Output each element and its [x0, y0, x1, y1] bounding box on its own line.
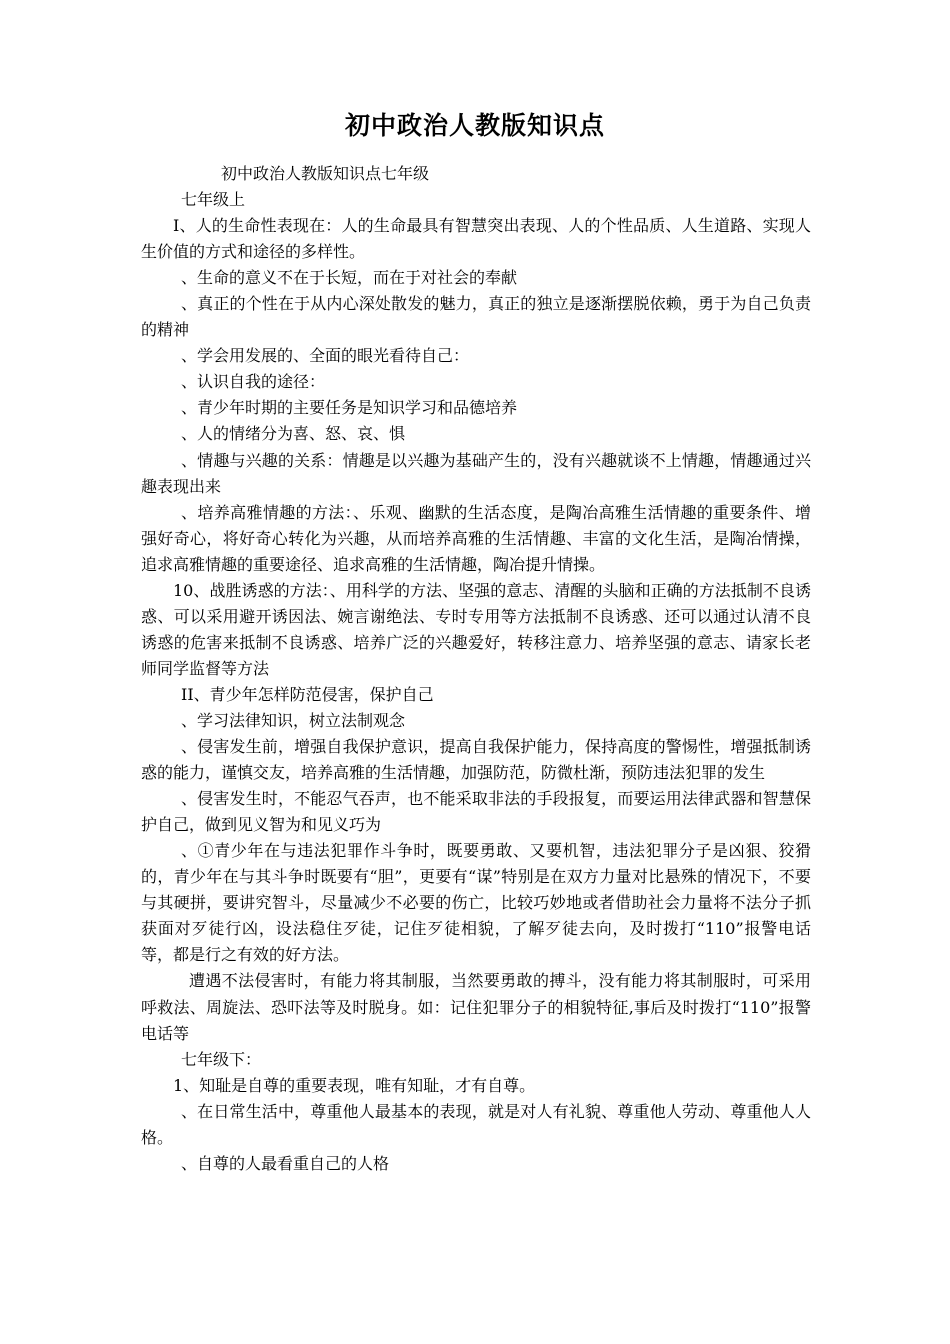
paragraph: 、培养高雅情趣的方法：、乐观、幽默的生活态度，是陶冶高雅生活情趣的重要条件、增强好奇心，将好奇心转化为兴趣，从而培养高雅的生活情趣、丰富的文化生活，是陶冶情操，追求高雅情趣的重要途径、追求高雅的生活情趣，陶冶提升情操。 [141, 502, 811, 574]
paragraph: 、青少年时期的主要任务是知识学习和品德培养 [181, 398, 518, 418]
paragraph: 、学会用发展的、全面的眼光看待自己： [181, 346, 470, 366]
paragraph: 1、知耻是自尊的重要表现，唯有知耻，才有自尊。 [173, 1075, 536, 1095]
section-heading-grade7-second: 七年级下： [181, 1049, 262, 1069]
paragraph: 、生命的意义不在于长短，而在于对社会的奉献 [181, 268, 518, 288]
paragraph: 遭遇不法侵害时，有能力将其制服，当然要勇敢的搏斗，没有能力将其制服时，可采用呼救法、周旋法、恐吓法等及时脱身。如：记住犯罪分子的相貌特征,事后及时拨打“110”报警电话等 [141, 971, 811, 1043]
paragraph: I、人的生命性表现在：人的生命最具有智慧突出表现、人的个性品质、人生道路、实现人生价值的方式和途径的多样性。 [141, 216, 811, 262]
paragraph: 10、战胜诱惑的方法：、用科学的方法、坚强的意志、清醒的头脑和正确的方法抵制不良诱惑、可以采用避开诱因法、婉言谢绝法、专时专用等方法抵制不良诱惑、还可以通过认清不良诱惑的危害来抵制不良诱惑、培养广泛的兴趣爱好，转移注意力、培养坚强的意志、请家长老师同学监督等方法 [141, 580, 811, 678]
paragraph: 、认识自我的途径： [181, 372, 326, 392]
paragraph: 、侵害发生时，不能忍气吞声，也不能采取非法的手段报复，而要运用法律武器和智慧保护自己，做到见义智为和见义巧为 [141, 789, 811, 835]
paragraph: 、学习法律知识，树立法制观念 [181, 710, 406, 730]
paragraph: 、自尊的人最看重自己的人格 [181, 1153, 390, 1173]
paragraph: 、侵害发生前，增强自我保护意识，提高自我保护能力，保持高度的警惕性，增强抵制诱惑的能力，谨慎交友，培养高雅的生活情趣，加强防范，防微杜渐，预防违法犯罪的发生 [141, 737, 811, 783]
document-title: 初中政治人教版知识点 [344, 111, 605, 140]
document-subtitle: 初中政治人教版知识点七年级 [221, 164, 430, 183]
paragraph: 、在日常生活中，尊重他人最基本的表现，就是对人有礼貌、尊重他人劳动、尊重他人人格。 [141, 1101, 811, 1147]
paragraph: 、真正的个性在于从内心深处散发的魅力，真正的独立是逐渐摆脱依赖，勇于为自己负责的精神 [141, 294, 811, 340]
section-heading-grade7-first: 七年级上 [181, 190, 246, 210]
paragraph: 、人的情绪分为喜、怒、哀、惧 [181, 424, 406, 444]
paragraph: II、青少年怎样防范侵害，保护自己 [181, 684, 434, 704]
paragraph: 、①青少年在与违法犯罪作斗争时，既要勇敢、又要机智，违法犯罪分子是凶狠、狡猾的，青少年在与其斗争时既要有“胆”，更要有“谋”特别是在双方力量对比悬殊的情况下，不要与其硬拼，要讲究智斗，尽量减少不必要的伤亡，比较巧妙地或者借助社会力量将不法分子抓获面对歹徒行凶，设法稳住歹徒，记住歹徒相貌，了解歹徒去向，及时拨打“110”报警电话等，都是行之有效的好方法。 [141, 841, 811, 965]
paragraph: 、情趣与兴趣的关系：情趣是以兴趣为基础产生的，没有兴趣就谈不上情趣，情趣通过兴趣表现出来 [141, 450, 811, 496]
document-body [141, 161, 811, 1177]
